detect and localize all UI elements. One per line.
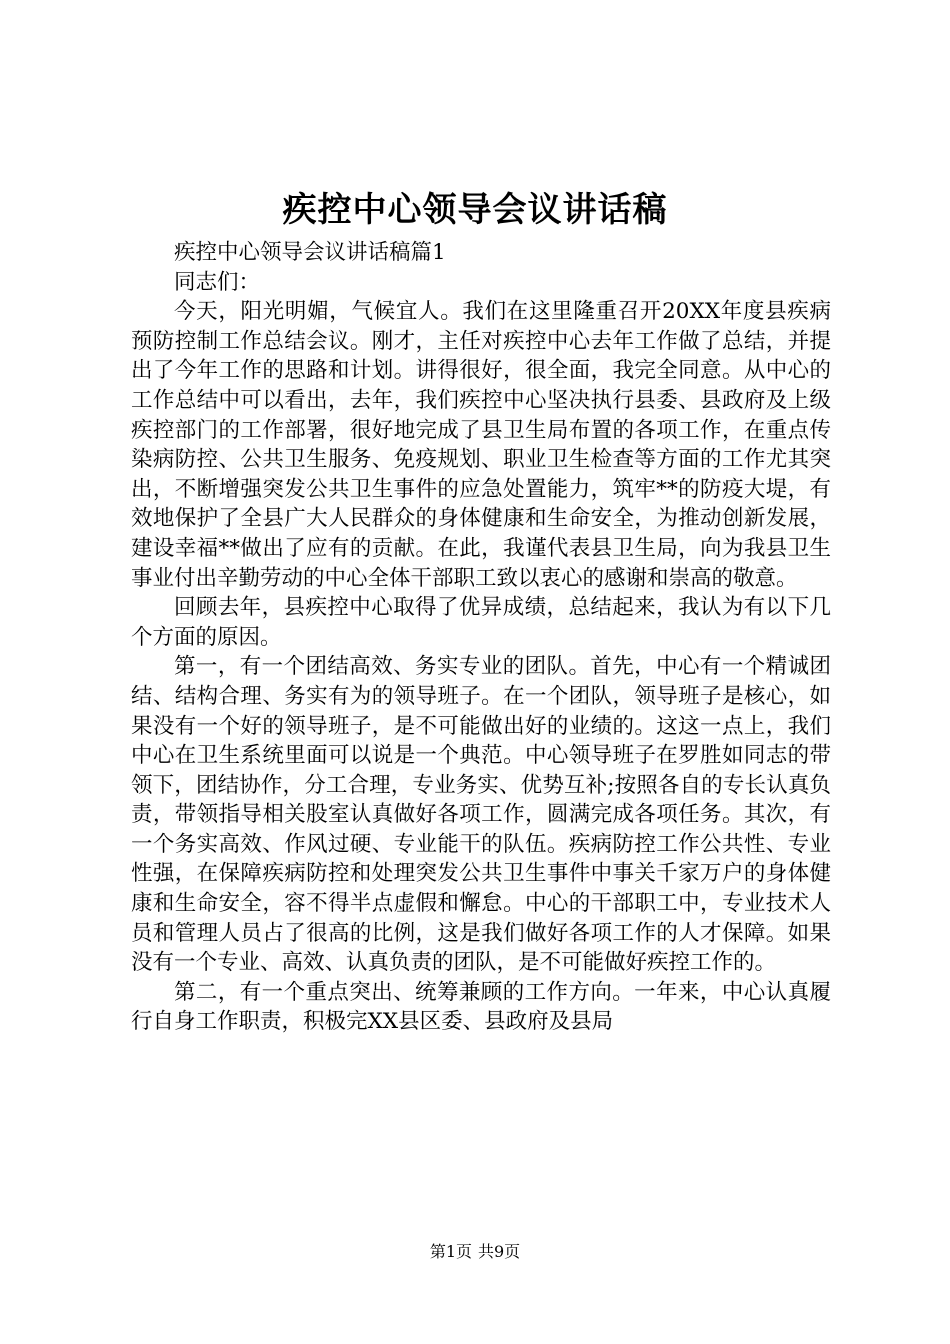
salutation: 同志们： [174,269,261,295]
paragraph: 回顾去年，县疾控中心取得了优异成绩，总结起来，我认为有以下几个方面的原因。 [131,595,831,650]
document-title: 疾控中心领导会议讲话稿 [282,190,668,230]
section-heading: 疾控中心领导会议讲话稿篇1 [174,240,446,265]
document-body [131,238,831,1037]
paragraph: 第一，有一个团结高效、务实专业的团队。首先，中心有一个精诚团结、结构合理、务实有为的领导班子。在一个团队，领导班子是核心，如果没有一个好的领导班子，是不可能做出好的业绩的。这这一点上，我们中心在卫生系统里面可以说是一个典范。中心领导班子在罗胜如同志的带领下，团结协作，分工合理，专业务实、优势互补;按照各自的专长认真负责，带领指导相关股室认真做好各项工作，圆满完成各项任务。其次，有一个务实高效、作风过硬、专业能干的队伍。疾病防控工作公共性、专业性强，在保障疾病防控和处理突发公共卫生事件中事关千家万户的身体健康和生命安全，容不得半点虚假和懈怠。中心的干部职工中，专业技术人员和管理人员占了很高的比例，这是我们做好各项工作的人才保障。如果没有一个专业、高效、认真负责的团队，是不可能做好疾控工作的。 [131,654,831,976]
page-total: 共9页 [478,1242,521,1261]
paragraph: 第二，有一个重点突出、统筹兼顾的工作方向。一年来，中心认真履行自身工作职责，积极完XX县区委、县政府及县局 [131,979,831,1035]
page-footer [0,1240,950,1264]
page-number: 第1页 [429,1242,472,1261]
paragraph: 今天，阳光明媚，气候宜人。我们在这里隆重召开20XX年度县疾病预防控制工作总结会议。刚才，主任对疾控中心去年工作做了总结，并提出了今年工作的思路和计划。讲得很好，很全面，我完全同意。从中心的工作总结中可以看出，去年，我们疾控中心坚决执行县委、县政府及上级疾控部门的工作部署，很好地完成了县卫生局布置的各项工作，在重点传染病防控、公共卫生服务、免疫规划、职业卫生检查等方面的工作尤其突出，不断增强突发公共卫生事件的应急处置能力，筑牢**的防疫大堤，有效地保护了全县广大人民群众的身体健康和生命安全，为推动创新发展，建设幸福**做出了应有的贡献。在此，我谨代表县卫生局，向为我县卫生事业付出辛勤劳动的中心全体干部职工致以衷心的感谢和崇高的敬意。 [131,299,831,591]
